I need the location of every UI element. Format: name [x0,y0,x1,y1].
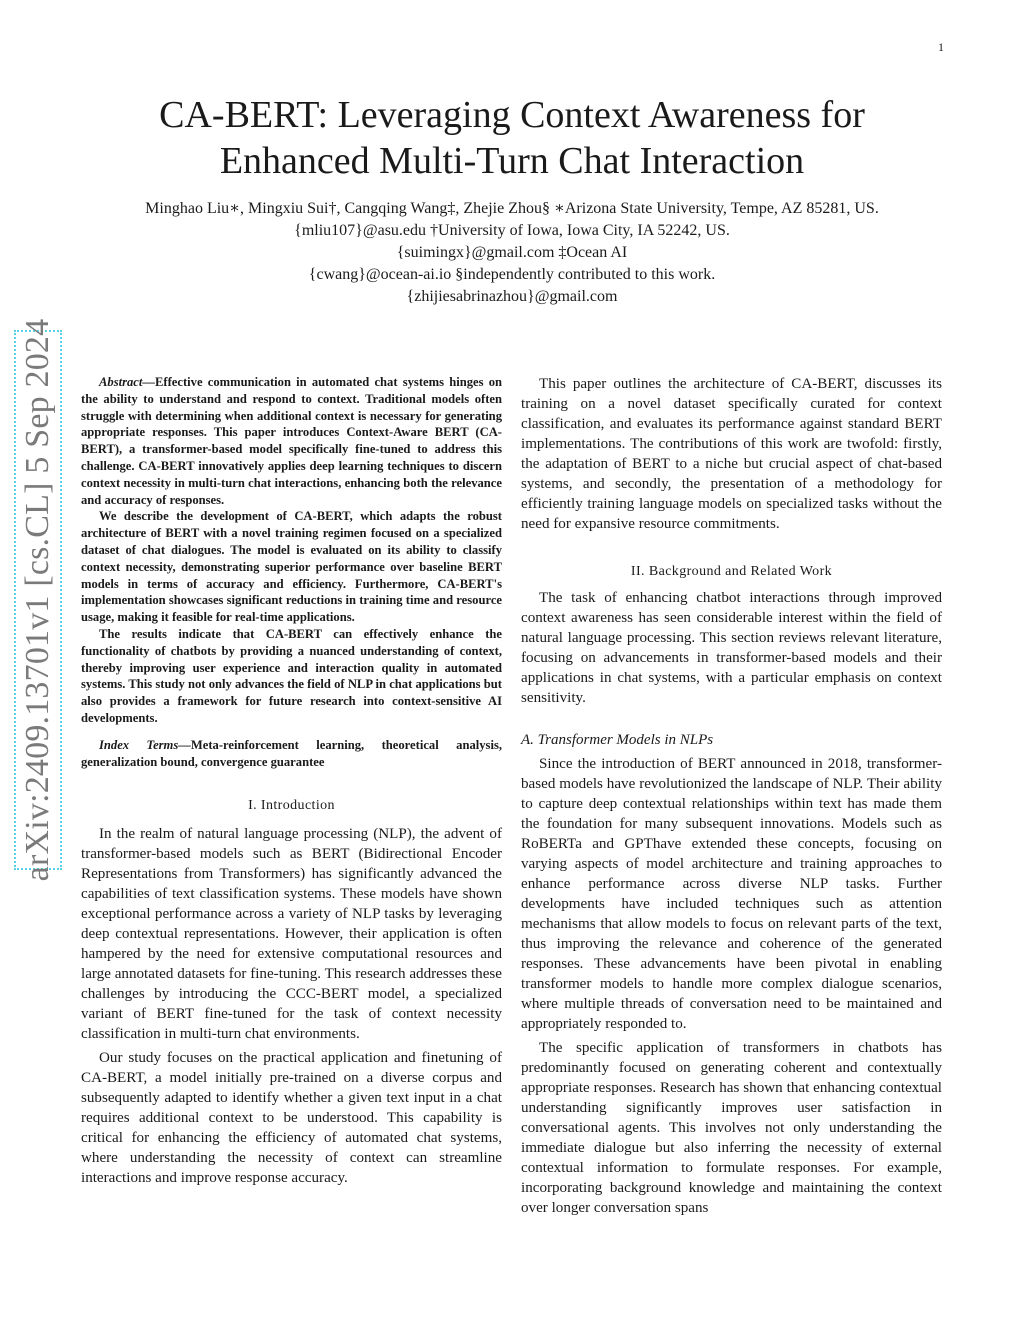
left-column [81,374,502,1188]
arxiv-stamp-text: arXiv:2409.13701v1 [cs.CL] 5 Sep 2024 [19,318,56,882]
author-line: {mliu107}@asu.edu †University of Iowa, Iowa City, IA 52242, US. [294,222,730,239]
section-heading-introduction: I. Introduction [248,798,335,814]
author-line: {zhijiesabrinazhou}@gmail.com [406,288,618,305]
author-line: Minghao Liu∗, Mingxiu Sui†, Cangqing Wang‡, Zhejie Zhou§ ∗Arizona State University, Tempe, AZ 85281, US. [145,200,879,217]
author-line: {cwang}@ocean-ai.io §independently contributed to this work. [308,266,716,283]
right-column [521,374,942,1218]
body-paragraph: The specific application of transformers in chatbots has predominantly focused on generating coherent and contextually appropriate responses. Research has shown that enhancing contextual understanding significantly improves user satisfaction in conversational agents. This involves not only understanding the immediate dialogue but also inferring the necessity of external contextual information to formulate responses. For example, incorporating background knowledge and maintaining the context over longer conversation spans [521,1040,942,1216]
author-line: {suimingx}@gmail.com ‡Ocean AI [396,244,628,261]
arxiv-stamp[interactable] [14,318,62,882]
subsection-heading-transformers: A. Transformer Models in NLPs [521,732,714,748]
abstract [81,374,502,727]
author-block [80,198,944,308]
body-paragraph: In the realm of natural language processing (NLP), the advent of transformer-based models such as BERT (Bidirectional Encoder Representations from Transformers) has significantly advanced the capabilities of text classification systems. These models have shown exceptional performance across a variety of NLP tasks by leveraging deep contextual representations. However, their application is often hampered by the need for extensive computational resources and large annotated datasets for fine-tuning. This research addresses these challenges by introducing the CCC-BERT model, a specialized variant of BERT fine-tuned for the task of context necessity classification in multi-turn chat environments. [81,826,502,1043]
abstract-label: Abstract— [99,375,155,389]
paper-title: CA-BERT: Leveraging Context Awareness for Enhanced Multi-Turn Chat Interaction [159,94,865,182]
page-number: 1 [938,40,944,54]
body-paragraph: Since the introduction of BERT announced in 2018, transformer-based models have revolutionized the landscape of NLP. Their ability to capture deep contextual relationships within text has made them the foundation for many subsequent innovations. Models such as RoBERTa and GPThave extended these concepts, focusing on varying aspects of model architecture and training approaches to enhance performance across diverse NLP tasks. Further developments have included techniques such as attention mechanisms that allow models to focus on relevant parts of the text, thus improving the relevance and coherence of the generated responses. These advancements have been pivotal in enabling transformer models to handle more complex dialogue scenarios, where multiple threads of conversation need to be maintained and appropriately responded to. [521,756,942,1032]
abstract-paragraph: Abstract—Effective communication in automated chat systems hinges on the ability to understand and respond to context. Traditional models often struggle with determining when additional context is necessary for generating appropriate responses. This paper introduces Context-Aware BERT (CA-BERT), a transformer-based model specifically fine-tuned to address this challenge. CA-BERT innovatively applies deep learning techniques to discern context necessity in multi-turn chat interactions, enhancing both the relevance and accuracy of responses. [81,375,502,507]
body-paragraph: This paper outlines the architecture of CA-BERT, discusses its training on a novel dataset specifically curated for context classification, and evaluates its performance against standard BERT implementations. The contributions of this work are twofold: firstly, the adaptation of BERT to a niche but crucial aspect of chat-based systems, and secondly, the presentation of a methodology for efficiently training language models on specialized tasks without the need for expansive resource commitments. [521,376,942,532]
index-terms-label: Index Terms— [99,737,191,752]
body-paragraph: Our study focuses on the practical application and finetuning of CA-BERT, a model initially pre-trained on a diverse corpus and subsequently adapted to identify whether a given text input in a chat requires additional context to be understood. This capability is critical for enhancing the efficiency of automated chat systems, where understanding the necessity of context can streamline interactions and improve response accuracy. [81,1050,502,1187]
abstract-paragraph: We describe the development of CA-BERT, which adapts the robust architecture of BERT with a novel training regimen focused on a specialized dataset of chat dialogues. The model is evaluated on its ability to classify context necessity, demonstrating superior performance over baseline BERT models in terms of accuracy and efficiency. Furthermore, CA-BERT's implementation showcases significant reductions in training time and resource usage, making it feasible for real-time applications. [81,509,502,625]
section-heading-background: II. Background and Related Work [630,564,833,579]
index-terms: Index Terms—Meta-reinforcement learning, theoretical analysis, generalization bound, convergence guarantee [81,737,502,769]
body-paragraph: The task of enhancing chatbot interactions through improved context awareness has seen considerable interest within the field of natural language processing. This section reviews relevant literature, focusing on advancements in transformer-based models and their applications in chat systems, with a particular emphasis on context sensitivity. [521,590,942,706]
abstract-paragraph: The results indicate that CA-BERT can effectively enhance the functionality of chatbots by providing a nuanced understanding of context, thereby improving user experience and interaction quality in automated systems. This study not only advances the field of NLP in chat applications but also provides a framework for future research into context-sensitive AI developments. [81,626,502,725]
